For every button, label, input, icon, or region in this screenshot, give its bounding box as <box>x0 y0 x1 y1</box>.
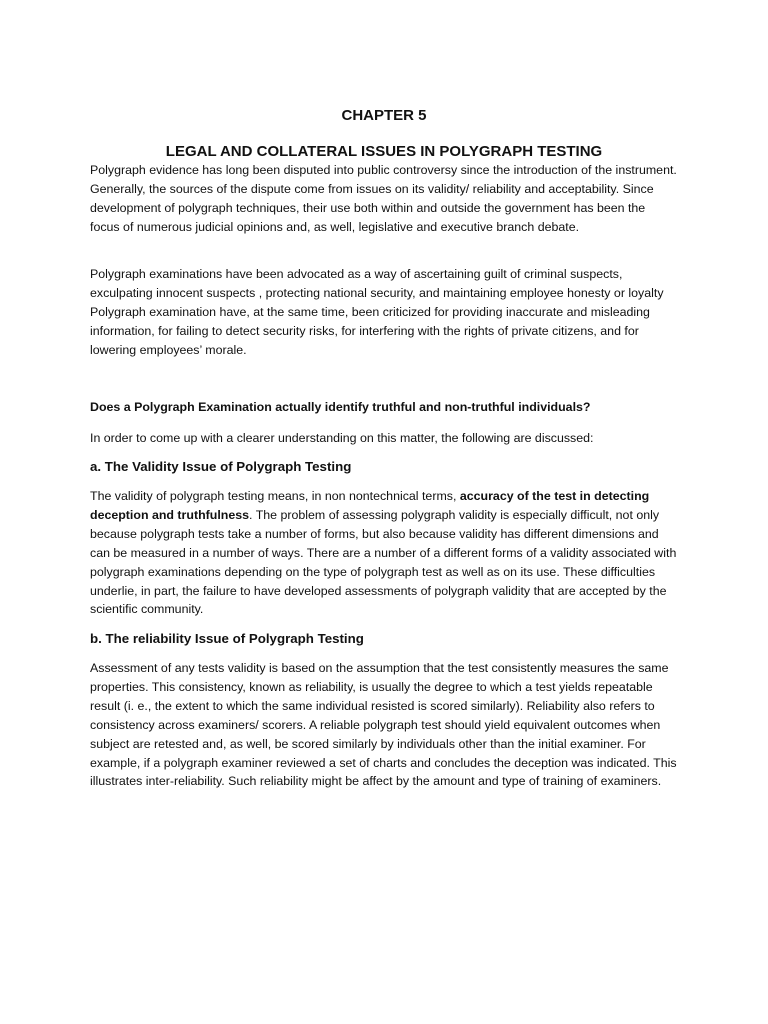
chapter-title: LEGAL AND COLLATERAL ISSUES IN POLYGRAPH TESTING <box>165 143 603 161</box>
validity-text-intro: The validity of polygraph testing means, in non nontechnical terms, <box>90 489 460 503</box>
validity-paragraph <box>90 487 678 619</box>
question-heading: Does a Polygraph Examination actually identify truthful and non-truthful individuals? <box>90 400 591 414</box>
validity-definition-emphasis: accuracy of the test in detecting deception and truthfulness <box>90 489 650 522</box>
paragraph-advocacy: Polygraph examinations have been advocated as a way of ascertaining guilt of criminal suspects, exculpating innocent suspects , protecting national security, and maintaining employee honesty or loyalty Polygraph examination have, at the same time, been criticized for providing inaccurate and misleading information, for failing to detect security risks, for interfering with the rights of private citizens, and for lowering employees’ morale. <box>90 267 664 357</box>
intro-paragraph: In order to come up with a clearer understanding on this matter, the following are discussed: <box>90 431 594 445</box>
paragraph-controversy: Polygraph evidence has long been disputed into public controversy since the introduction of the instrument. Generally, the sources of the dispute come from issues on its validity/ reliability and acceptability. Since development of polygraph techniques, their use both within and outside the government has been the focus of numerous judicial opinions and, as well, legislative and executive branch debate. <box>90 163 677 234</box>
validity-text-body: . The problem of assessing polygraph validity is especially difficult, not only because polygraph tests take a number of forms, but also because validity has different dimensions and can be measured in a number of ways. There are a number of a different forms of a validity associated with polygraph examinations depending on the type of polygraph test as well as on its use. These difficulties underlie, in part, the failure to have developed assessments of polygraph validity that are accepted by the scientific community. <box>90 507 677 617</box>
validity-section-heading: a. The Validity Issue of Polygraph Testing <box>90 459 352 474</box>
reliability-section-heading: b. The reliability Issue of Polygraph Testing <box>90 631 364 646</box>
reliability-paragraph: Assessment of any tests validity is based on the assumption that the test consistently measures the same properties. This consistency, known as reliability, is usually the degree to which a test yields repeatable result (i. e., the extent to which the same individual resisted is scored similarly). Reliability also refers to consistency across examiners/ scorers. A reliable polygraph test should yield equivalent outcomes when subject are retested and, as well, be scored similarly by individuals other than the initial examiner. For example, if a polygraph examiner reviewed a set of charts and concludes the deception was indicated. This illustrates inter-reliability. Such reliability might be affect by the amount and type of training of examiners. <box>90 661 677 789</box>
chapter-number: CHAPTER 5 <box>341 107 427 125</box>
